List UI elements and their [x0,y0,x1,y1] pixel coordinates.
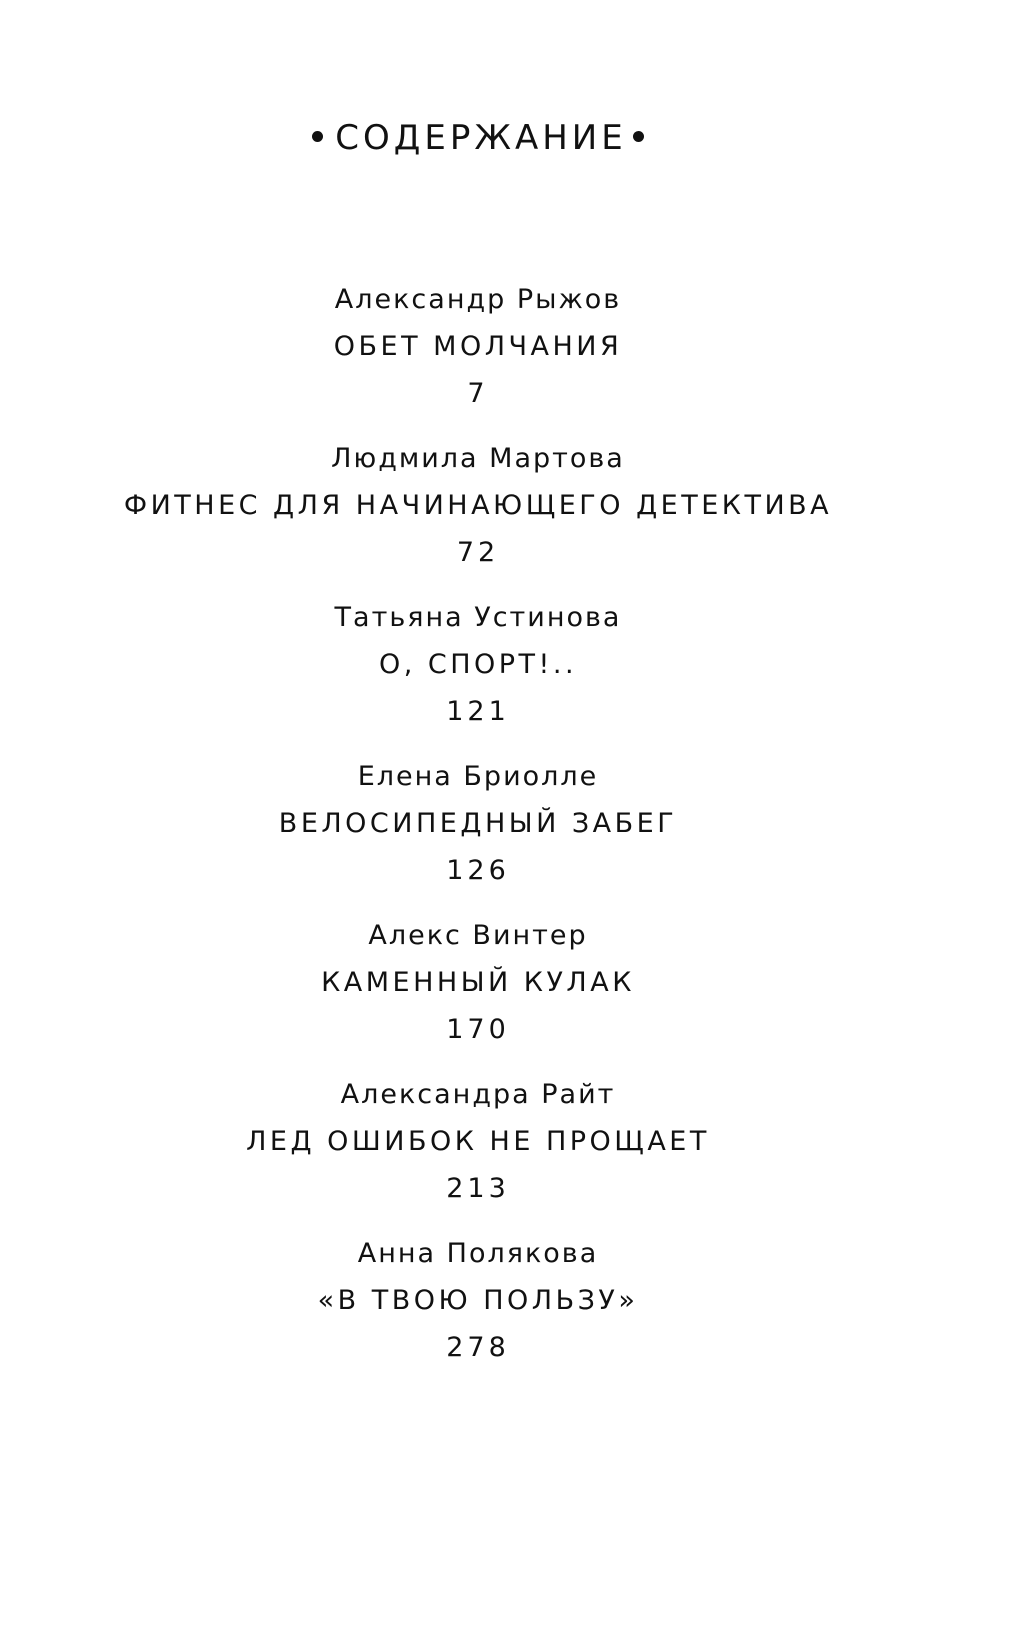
toc-title: ФИТНЕС ДЛЯ НАЧИНАЮЩЕГО ДЕТЕКТИВА [123,490,833,521]
toc-title: О, СПОРТ!.. [378,649,578,680]
toc-title: КАМЕННЫЙ КУЛАК [321,967,635,998]
toc-author: Людмила Мартова [331,443,625,474]
toc-page-number: 213 [446,1173,510,1204]
toc-page-number: 278 [446,1332,510,1363]
table-of-contents [0,284,956,1397]
toc-title: ОБЕТ МОЛЧАНИЯ [333,331,623,362]
toc-title: ЛЕД ОШИБОК НЕ ПРОЩАЕТ [246,1126,710,1157]
toc-author: Анна Полякова [357,1238,599,1269]
toc-author: Елена Бриолле [357,761,599,792]
bullet-right-icon [633,131,644,142]
toc-author: Татьяна Устинова [334,602,622,633]
toc-author: Александр Рыжов [334,284,622,315]
toc-author: Алекс Винтер [368,920,588,951]
toc-page-number: 7 [467,378,489,409]
toc-title: ВЕЛОСИПЕДНЫЙ ЗАБЕГ [278,808,678,839]
toc-entry [0,920,956,1079]
toc-author: Александра Райт [340,1079,616,1110]
toc-entry [0,1238,956,1397]
toc-entry [0,1079,956,1238]
toc-entry [0,284,956,443]
contents-heading [0,118,956,158]
bullet-left-icon [312,131,323,142]
toc-page-number: 170 [446,1014,510,1045]
toc-page-number: 121 [446,696,510,727]
toc-entry [0,443,956,602]
toc-entry [0,761,956,920]
toc-title: «В ТВОЮ ПОЛЬЗУ» [317,1285,639,1316]
toc-entry [0,602,956,761]
contents-heading-text: СОДЕРЖАНИЕ [335,118,627,158]
toc-page-number: 72 [456,537,500,568]
toc-page-number: 126 [446,855,510,886]
